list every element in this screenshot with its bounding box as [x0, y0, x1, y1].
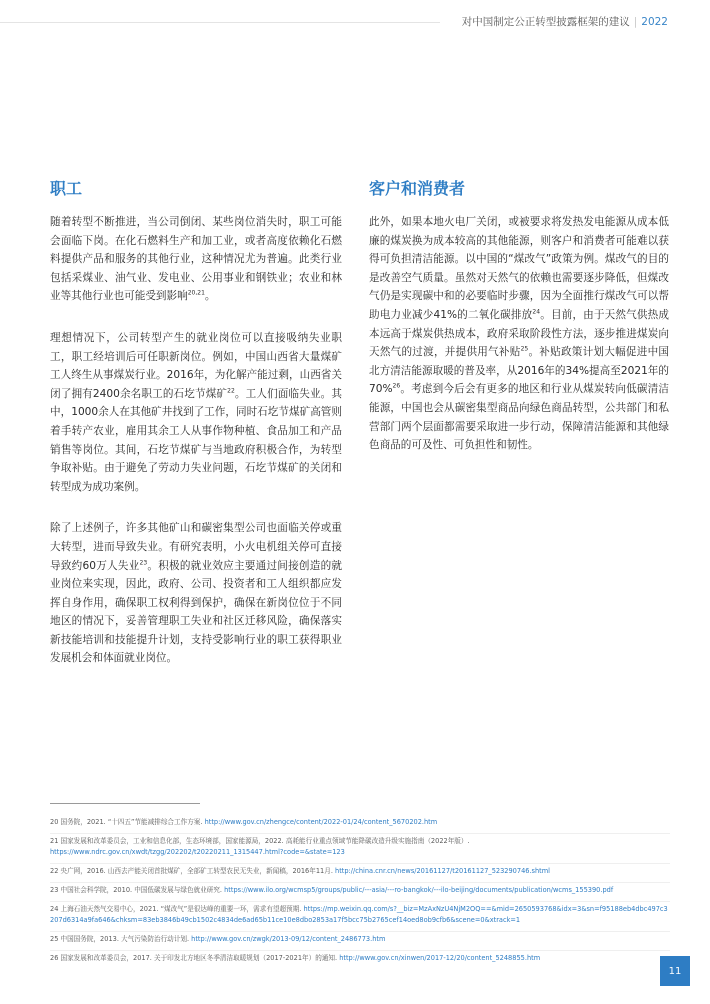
- footnote-item: [50, 833, 670, 858]
- footnote-link[interactable]: http://china.cnr.cn/news/20161127/t20161127_523290746.shtml: [335, 867, 551, 875]
- workers-column: [50, 176, 342, 691]
- footnote-link[interactable]: https://mp.weixin.qq.com/s?__biz=MzAxNzU4NjM2OQ==&mid=2650593768&idx=3&sn=f95188eb4dbc497c3207d6314a9fa646&chksm=83eb3846b49cb1502c4834de6ad65b11ce10e8dbo2853a17f5bcc75b2765cef14oed8ob9cfb6&scene=0&xtrack=1: [50, 905, 668, 924]
- text-run: 。考虑到今后会有更多的地区和行业从煤炭转向低碳清洁能源，中国也会从碳密集型商品向绿色商品转型，公共部门和私营部门两个层面都需要采取进一步行动，保障清洁能源和其他绿色商品的可及性、可负担性和韧性。: [369, 383, 669, 452]
- header-rule: [0, 22, 440, 23]
- footnote-ref[interactable]: 25: [520, 345, 529, 353]
- text-run: 。: [204, 290, 216, 303]
- text-run: 随着转型不断推进，当公司倒闭、某些岗位消失时，职工可能会面临下岗。在化石燃料生产和加工业，或者高度依赖化石燃料提供产品和服务的其他行业，这种情况尤为普遍。此类行业包括采煤业、油气业、发电业、公用事业和钢铁业；农业和林业等其他行业也可能受到影响: [50, 216, 342, 303]
- footnote-link[interactable]: http://www.gov.cn/zhengce/content/2022-01/24/content_5670202.htm: [204, 818, 438, 826]
- text-run: 。工人们面临失业。其中，1000余人在其他矿井找到了工作，同时石圪节煤矿高管则着手转产农业，雇用其余工人从事作物种植、食品加工和产品销售等岗位。其间，石圪节煤矿与当地政府积极合作，为转型争取补贴。由于避免了劳动力失业问题，石圪节煤矿的关闭和转型成为成功案例。: [50, 387, 342, 493]
- footnote-link[interactable]: http://www.gov.cn/xinwen/2017-12/20/content_5248855.htm: [339, 954, 541, 962]
- footnote-link[interactable]: https://www.ndrc.gov.cn/xwdt/tzgg/202202/t20220211_1315447.html?code=&state=123: [50, 848, 345, 856]
- footnote-ref[interactable]: 20,21: [187, 289, 205, 297]
- footnote-item: [50, 931, 670, 945]
- workers-paragraph-3: [50, 519, 342, 668]
- footnote-text: 22 央广网，2016. 山西去产能关闭首批煤矿，全部矿工转型农民无失业，新闻稿，2016年11月.: [50, 867, 336, 875]
- section-heading-workers: 职工: [50, 179, 83, 198]
- footnote-ref[interactable]: 24: [532, 308, 541, 316]
- footnote-divider: [50, 803, 200, 804]
- footnote-item: [50, 863, 670, 877]
- footnote-ref[interactable]: 22: [227, 387, 235, 395]
- workers-paragraph-1: [50, 213, 342, 306]
- footnote-text: 21 国家发展和改革委员会，工业和信息化部，生态环境部，国家能源局，2022. 高耗能行业重点领域节能降碳改造升级实施指南（2022年版）.: [50, 837, 470, 845]
- footnote-text: 24 上海石油天然气交易中心，2021. “煤改气”是很达峰的重要一环，需求有望超预期.: [50, 905, 304, 913]
- page-number: 11: [660, 956, 690, 986]
- footnote-text: 25 中国国务院，2013. 大气污染防治行动计划.: [50, 935, 192, 943]
- footnote-text: 26 国家发展和改革委员会，2017. 关于印发北方地区冬季清洁取暖规划（2017-2021年）的通知.: [50, 954, 340, 962]
- customers-paragraph: [369, 213, 669, 455]
- running-header: [462, 14, 668, 29]
- workers-paragraph-2: [50, 329, 342, 496]
- report-year: 2022: [641, 16, 668, 28]
- text-run: 此外，如果本地火电厂关闭，或被要求将发热发电能源从成本低廉的煤炭换为成本较高的其他能源，则客户和消费者可能难以获得可负担清洁能源。以中国的“煤改气”政策为例。煤改气的目的是改善空气质量。虽然对天然气的依赖也需要逐步降低，但煤改气仍是实现碳中和的必要临时步骤，因为全面推行煤改气可以帮助电力业减少41%的二氧化碳排放: [369, 216, 669, 321]
- footnote-link[interactable]: https://www.ilo.org/wcmsp5/groups/public/---asia/---ro-bangkok/---ilo-beijing/documents/publication/wcms_155390.pdf: [224, 886, 614, 894]
- footnote-item: [50, 815, 670, 828]
- footnote-link[interactable]: http://www.gov.cn/zwgk/2013-09/12/content_2486773.htm: [191, 935, 386, 943]
- footnote-ref[interactable]: 23: [139, 558, 148, 566]
- customers-column: [369, 176, 669, 478]
- footnote-item: [50, 950, 670, 964]
- footnote-text: 23 中国社会科学院，2010. 中国低碳发展与绿色就业研究.: [50, 886, 225, 894]
- footnotes: [50, 815, 670, 969]
- footnote-item: [50, 882, 670, 896]
- footnote-ref[interactable]: 26: [392, 382, 401, 390]
- text-run: 除了上述例子，许多其他矿山和碳密集型公司也面临关停或重大转型，进而导致失业。有研究表明，小火电机组关停可直接导致约60万人失业: [50, 522, 342, 572]
- text-run: 。目前，由于天然气供热成本远高于煤炭供热成本，政府采取阶段性方法，逐步推进煤炭向天然气的过渡，并提供用气补贴: [369, 308, 670, 359]
- text-run: 理想情况下，公司转型产生的就业岗位可以直接吸纳失业职工，职工经培训后可任职新岗位。例如，中国山西省大量煤矿工人终生从事煤炭行业。2016年，为化解产能过剩，山西省关闭了拥有2400余名职工的石圪节煤矿: [50, 331, 342, 400]
- text-run: 。积极的就业效应主要通过间接创造的就业岗位来实现，因此，政府、公司、投资者和工人组织都应发挥自身作用，确保职工权利得到保护，确保在新岗位位于不同地区的情况下，妥善管理职工失业和社区迁移风险，确保落实新技能培训和技能提升计划，支持受影响行业的职工获得职业发展机会和体面就业岗位。: [50, 559, 343, 665]
- text-run: 。补贴政策计划大幅促进中国北方清洁能源取暖的普及率，从2016年的34%提高至2021年的70%: [369, 346, 669, 396]
- section-heading-customers: 客户和消费者: [369, 179, 466, 198]
- footnote-text: 20 国务院，2021. “十四五”节能减排综合工作方案.: [50, 818, 205, 826]
- report-title: 对中国制定公正转型披露框架的建议: [461, 16, 630, 28]
- footnote-item: [50, 901, 670, 926]
- header-separator: |: [633, 16, 638, 28]
